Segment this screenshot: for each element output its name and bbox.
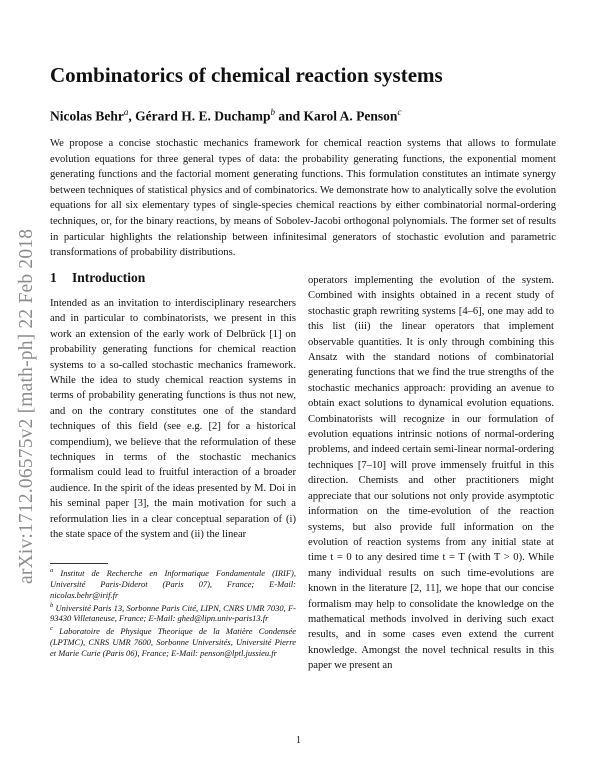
footnotes	[50, 566, 296, 659]
intro-column-left: Intended as an invitation to interdisciplinary researchers and in particular to combinatorists, we present in this work an extension of the early work of Delbrück [1] on probability generating functions for chemical reaction systems to a so-called stochastic mechanics framework. While the idea to study chemical reaction systems in terms of probability generating functions is thus not new, and on the contrary constitutes one of the standard techniques of this field (see e.g. [2] for a historical compendium), we believe that the reformulation of these techniques in terms of the stochastic mechanics formalism could lead to fruitful interaction of a broader audience. In the spirit of the ideas presented by M. Doi in his seminal paper [3], the main motivation for such a reformulation lies in a clear conceptual separation of (i) the state space of the system and (ii) the linear	[50, 298, 296, 541]
section-heading	[50, 270, 145, 286]
footnote-text: Institut de Recherche en Informatique Fondamentale (IRIF), Université Paris-Diderot (Paris 07), France; E-Mail: nicolas.behr@irif.fr	[50, 567, 296, 600]
section-number: 1	[50, 270, 57, 285]
author-name: Nicolas Behr	[50, 108, 124, 124]
paper-title: Combinatorics of chemical reaction systems	[50, 63, 443, 87]
footnote-rule	[50, 563, 108, 564]
footnote-text: Laboratoire de Physique Theorique de la Matière Condensée (LPTMC), CNRS UMR 7600, Sorbonne Universités, Université Pierre et Marie Curie (Paris 06), France; E-Mail: penson@lptl.jussieu.fr	[50, 626, 297, 658]
author-separator: ,	[128, 108, 136, 124]
author-name: Karol A. Penson	[303, 108, 398, 124]
footnote-mark: b	[50, 601, 54, 609]
author-list	[50, 103, 570, 126]
footnote-mark: c	[50, 625, 53, 633]
footnote	[50, 566, 296, 601]
footnote	[50, 624, 296, 659]
intro-column-right: operators implementing the evolution of the system. Combined with insights obtained in a recent study of stochastic graph rewriting systems [4–6], one may add to this list (iii) the linear operators that implement observable quantities. It is only through combining this Ansatz with the standard notions of combinatorial generating functions that we find the true strengths of the stochastic mechanics approach: providing an avenue to obtain exact solutions to dynamical evolution equations. Combinatorists will recognize in our formulation of evolution equations intrinsic notions of normal-ordering problems, and indeed certain semi-linear normal-ordering techniques [7–10] will prove immensely fruitful in this direction. Chemists and other practitioners might appreciate that our solutions not only provide asymptotic information on the time-evolution of the reaction systems, but also provide full information on the evolution of reaction systems from any initial state at time t = 0 to any desired time t = T (with T > 0). While many individual results on such time-evolutions are known in the literature [2, 11], we hope that our concise formalism may help to consolidate the knowledge on the mathematical methods involved in deriving such exact results, and in some cases even extend the current knowledge. Amongst the novel technical results in this paper we present an	[308, 275, 554, 672]
footnote-text: Université Paris 13, Sorbonne Paris Cité, LIPN, CNRS UMR 7030, F-93430 Villetaneuse, France; E-Mail: ghed@lipn.univ-paris13.fr	[50, 602, 296, 624]
affiliation-mark: b	[270, 107, 276, 117]
footnote	[50, 601, 296, 625]
section-title: Introduction	[72, 270, 146, 285]
author-separator: and	[275, 108, 304, 124]
author-name: Gérard H. E. Duchamp	[135, 108, 271, 124]
affiliation-mark: a	[123, 107, 129, 117]
footnote-mark: a	[50, 567, 54, 574]
abstract: We propose a concise stochastic mechanics framework for chemical reaction systems that allows to formulate evolution equations for three general types of data: the probability generating functions, the exponential moment generating functions and the factorial moment generating functions. This formulation constitutes an intimate synergy between techniques of statistical physics and of combinatorics. We demonstrate how to analytically solve the evolution equations for all six elementary types of single-species chemical reactions by either combinatorial normal-ordering techniques, or, for the binary reactions, by means of Sobolev-Jacobi orthogonal polynomials. The former set of results in particular highlights the relationship between infinitesimal generators of stochastic evolution and parametric transformations of probability distributions.	[50, 138, 556, 259]
page-number: 1	[296, 735, 301, 746]
arxiv-stamp: arXiv:1712.06575v2 [math-ph] 22 Feb 2018	[16, 228, 37, 584]
affiliation-mark: c	[397, 107, 402, 117]
